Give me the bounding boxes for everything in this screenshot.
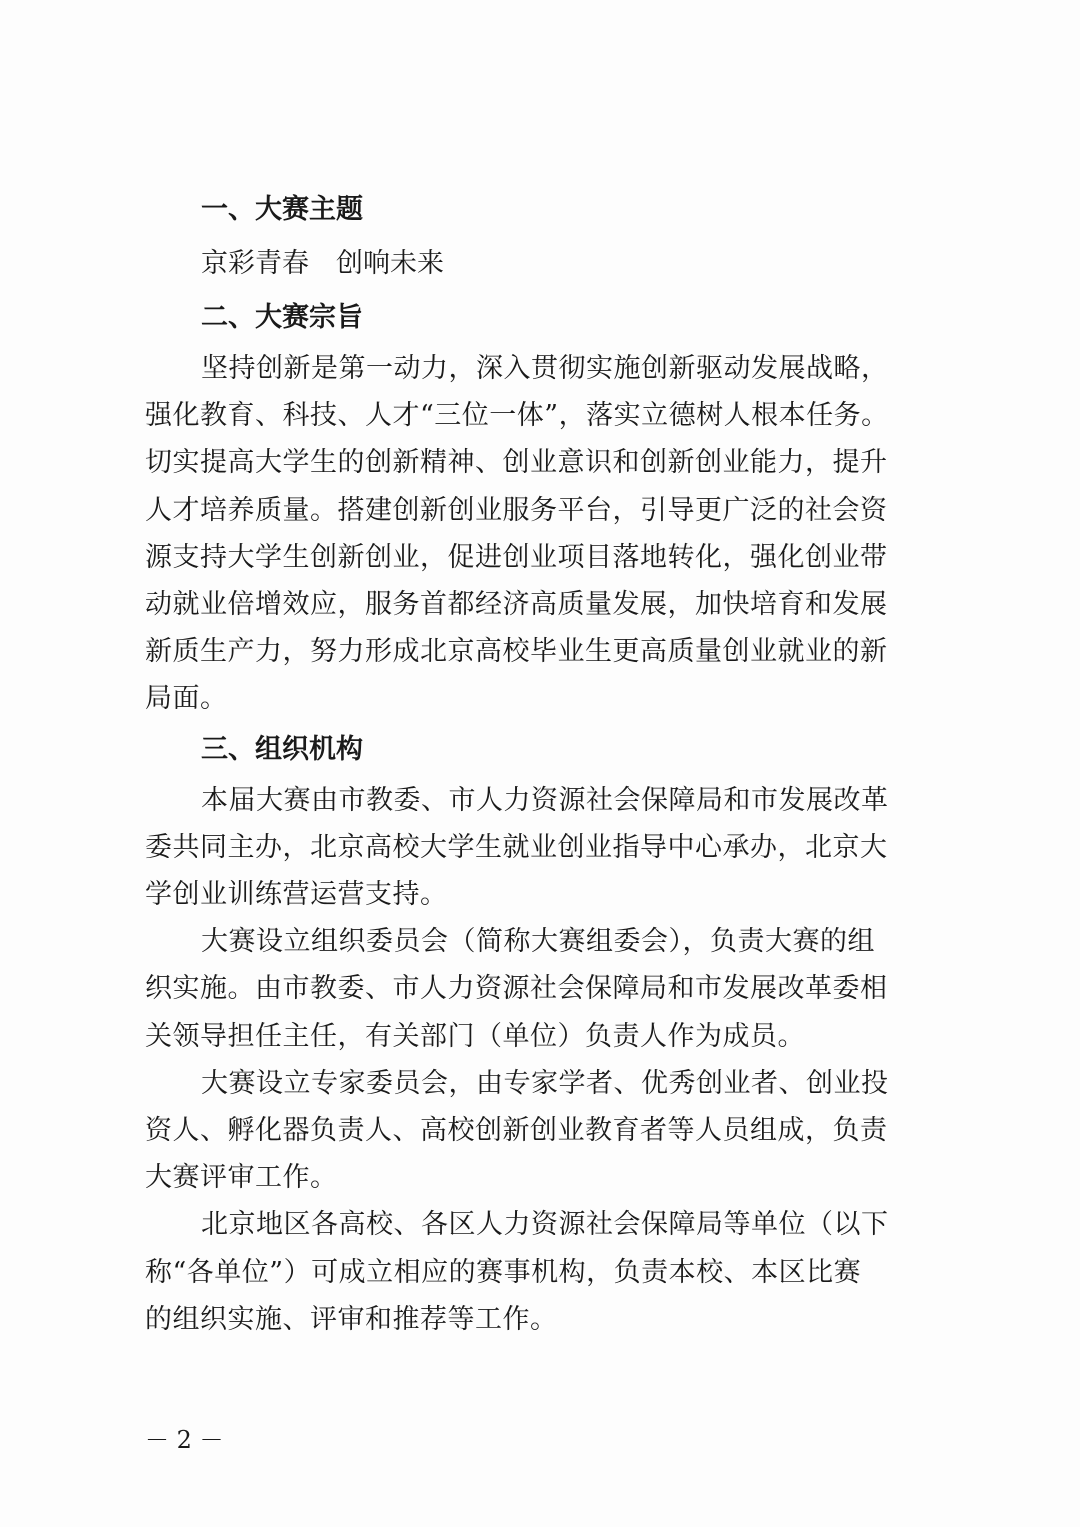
document-body <box>145 183 935 1343</box>
text-line: 北京地区各高校、各区人力资源社会保障局等单位（以下 <box>201 1209 889 1241</box>
organization-paragraph-committee <box>145 918 935 1060</box>
text-line: 资人、孵化器负责人、高校创新创业教育者等人员组成，负责 <box>145 1115 888 1147</box>
text-line: 大赛设立专家委员会，由专家学者、优秀创业者、创业投 <box>201 1067 889 1099</box>
text-line: 大赛评审工作。 <box>145 1162 338 1194</box>
text-line: 大赛设立组织委员会（简称大赛组委会），负责大赛的组 <box>201 926 875 958</box>
text-line: 本届大赛由市教委、市人力资源社会保障局和市发展改革 <box>201 784 889 816</box>
text-line: 织实施。由市教委、市人力资源社会保障局和市发展改革委相 <box>145 973 888 1005</box>
page-number: － 2 － <box>145 1426 224 1454</box>
text-line: 新质生产力，努力形成北京高校毕业生更高质量创业就业的新 <box>145 636 888 668</box>
section-heading-organization: 三、组织机构 <box>201 733 363 765</box>
text-line: 动就业倍增效应，服务首都经济高质量发展，加快培育和发展 <box>145 589 888 621</box>
text-line: 强化教育、科技、人才“三位一体”，落实立德树人根本任务。 <box>145 400 889 432</box>
purpose-paragraph <box>145 345 935 723</box>
section-heading-purpose: 二、大赛宗旨 <box>201 302 363 333</box>
text-line: 称“各单位”）可成立相应的赛事机构，负责本校、本区比赛 <box>145 1256 862 1288</box>
organization-paragraph-hosts <box>145 777 935 919</box>
contest-theme-text: 京彩青春 创响未来 <box>201 248 444 279</box>
text-line: 人才培养质量。搭建创新创业服务平台，引导更广泛的社会资 <box>145 494 888 526</box>
text-line: 坚持创新是第一动力，深入贯彻实施创新驱动发展战略， <box>201 353 889 384</box>
section-heading-theme: 一、大赛主题 <box>201 194 363 225</box>
text-line: 局面。 <box>145 683 228 715</box>
text-line: 的组织实施、评审和推荐等工作。 <box>145 1303 558 1335</box>
text-line: 关领导担任主任，有关部门（单位）负责人作为成员。 <box>145 1020 805 1052</box>
organization-paragraph-experts <box>145 1060 935 1202</box>
text-line: 学创业训练营运营支持。 <box>145 879 448 911</box>
organization-paragraph-units <box>145 1201 935 1343</box>
text-line: 源支持大学生创新创业，促进创业项目落地转化，强化创业带 <box>145 541 888 573</box>
text-line: 切实提高大学生的创新精神、创业意识和创新创业能力，提升 <box>145 447 888 479</box>
text-line: 委共同主办，北京高校大学生就业创业指导中心承办，北京大 <box>145 831 888 863</box>
